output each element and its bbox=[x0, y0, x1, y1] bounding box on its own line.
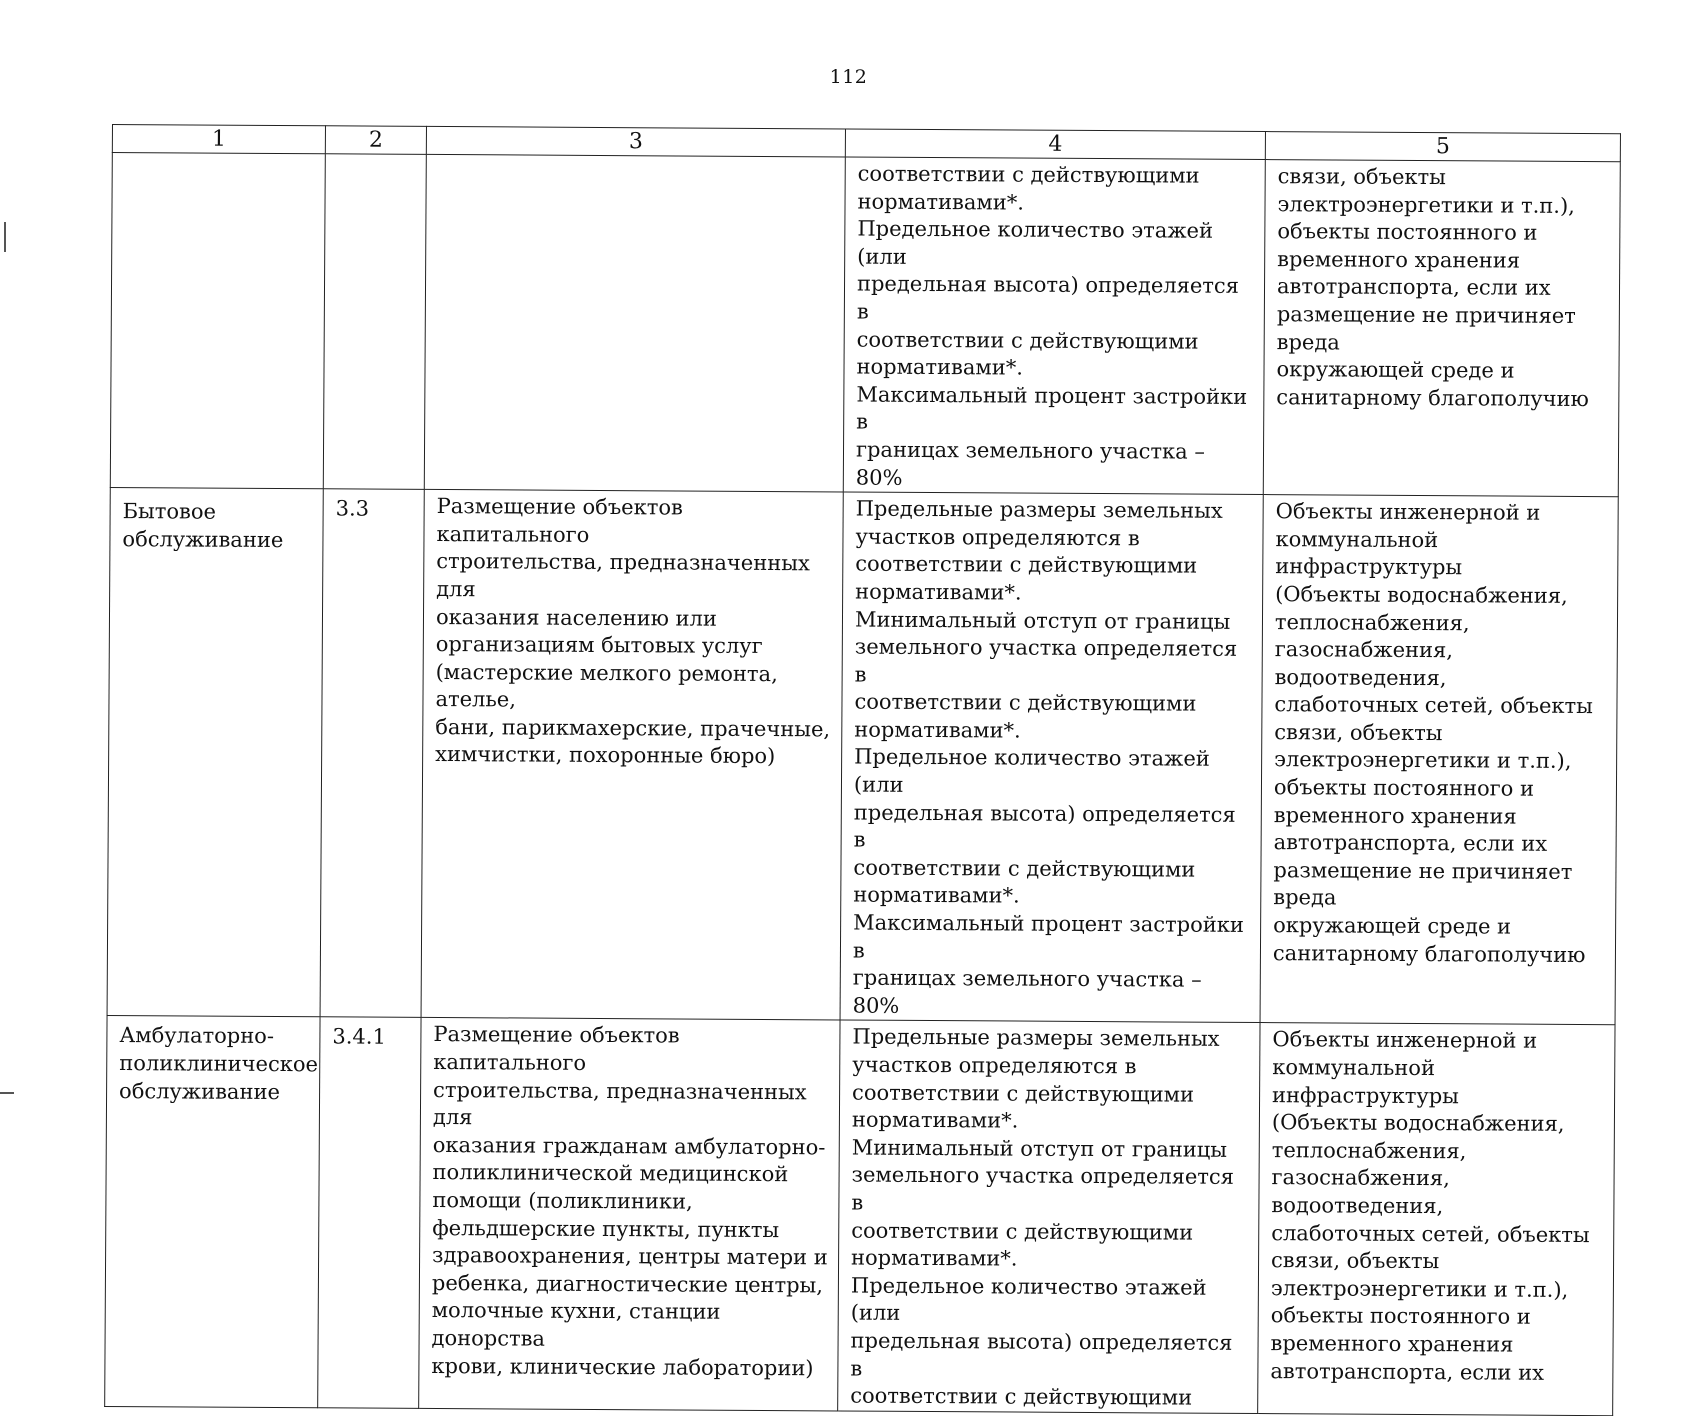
use-code-cell bbox=[323, 154, 426, 490]
use-description-cell bbox=[424, 154, 845, 492]
text-line: соответствии с действующими bbox=[855, 551, 1198, 578]
table-row bbox=[107, 488, 1618, 1025]
use-name-cell bbox=[107, 488, 323, 1018]
table-row bbox=[110, 153, 1620, 497]
text-line: временного хранения bbox=[1270, 1331, 1514, 1357]
text-line: обслуживание bbox=[119, 1078, 280, 1104]
text-line: газоснабжения, водоотведения, bbox=[1271, 1165, 1450, 1219]
text-line: (Объекты водоснабжения, bbox=[1271, 1110, 1565, 1137]
text-line: Предельное количество этажей (или bbox=[857, 216, 1214, 269]
use-description-cell bbox=[421, 490, 843, 1021]
text-line: санитарному благополучию bbox=[1272, 940, 1586, 967]
text-line: слаботочных сетей, объекты bbox=[1274, 692, 1593, 719]
column-header-3: 3 bbox=[426, 126, 845, 157]
text-line: организациям бытовых услуг bbox=[435, 632, 763, 659]
text-line: нормативами*. bbox=[851, 1107, 1019, 1133]
scan-margin-mark bbox=[4, 222, 6, 252]
text-line: нормативами*. bbox=[854, 717, 1021, 743]
text-line: Предельное количество этажей (или bbox=[850, 1273, 1207, 1326]
text-line: Предельные размеры земельных bbox=[852, 1024, 1220, 1052]
text-line: размещение не причиняет вреда bbox=[1273, 857, 1573, 910]
text-line: предельная высота) определяется в bbox=[853, 800, 1236, 852]
text-line: соответствии с действующими bbox=[854, 689, 1197, 716]
text-line: временного хранения bbox=[1277, 246, 1521, 273]
text-line: Размещение объектов капитального bbox=[436, 494, 683, 547]
text-line: земельного участка определяется в bbox=[854, 634, 1238, 687]
text-line: Размещение объектов капитального bbox=[433, 1022, 680, 1075]
text-line: Бытовое bbox=[122, 499, 217, 524]
text-line: автотранспорта, если их bbox=[1273, 830, 1548, 857]
text-line: (мастерские мелкого ремонта, ателье, bbox=[435, 659, 778, 712]
text-line: автотранспорта, если их bbox=[1276, 274, 1551, 301]
text-line: Предельные размеры земельных bbox=[855, 496, 1223, 523]
text-line: размещение не причиняет вреда bbox=[1276, 302, 1576, 355]
text-line: теплоснабжения, bbox=[1274, 609, 1470, 635]
use-description-cell bbox=[419, 1018, 840, 1411]
scan-margin-mark bbox=[0, 1092, 14, 1094]
text-line: (Объекты водоснабжения, bbox=[1275, 582, 1568, 608]
text-line: электроэнергетики и т.п.), bbox=[1277, 191, 1575, 218]
text-line: обслуживание bbox=[122, 526, 284, 552]
text-line: окружающей среде и bbox=[1276, 357, 1515, 383]
parameters-cell bbox=[843, 157, 1265, 495]
text-line: связи, объекты bbox=[1274, 719, 1443, 746]
text-line: связи, объекты bbox=[1271, 1248, 1440, 1274]
text-line: поликлиническое bbox=[119, 1051, 319, 1077]
text-line: нормативами*. bbox=[855, 579, 1022, 605]
text-line: коммунальной инфраструктуры bbox=[1272, 1055, 1459, 1108]
text-line: помощи (поликлиники, bbox=[432, 1187, 693, 1214]
auxiliary-uses-cell bbox=[1258, 1023, 1615, 1415]
text-line: нормативами*. bbox=[856, 354, 1024, 380]
text-line: санитарному благополучию bbox=[1276, 384, 1589, 411]
use-code-cell: 3.3 bbox=[320, 489, 424, 1018]
column-header-1: 1 bbox=[112, 125, 325, 154]
text-line: ребенка, диагностические центры, bbox=[431, 1270, 824, 1298]
text-line: электроэнергетики и т.п.), bbox=[1274, 747, 1572, 774]
text-line: соответствии с действующими bbox=[856, 327, 1199, 354]
text-line: коммунальной инфраструктуры bbox=[1275, 526, 1463, 580]
text-line: нормативами*. bbox=[857, 189, 1025, 215]
text-line: Максимальный процент застройки в bbox=[856, 382, 1248, 434]
land-use-table bbox=[104, 124, 1621, 1416]
text-line: земельного участка определяется в bbox=[851, 1162, 1235, 1215]
text-line: Минимальный отступ от границы bbox=[851, 1135, 1228, 1162]
column-header-5: 5 bbox=[1265, 132, 1620, 162]
text-line: соответствии с действующими bbox=[851, 1218, 1194, 1245]
table-row bbox=[105, 1016, 1615, 1416]
text-line: предельная высота) определяется в bbox=[850, 1328, 1233, 1381]
text-line: слаботочных сетей, объекты bbox=[1271, 1220, 1590, 1247]
text-line: объекты постоянного и bbox=[1277, 219, 1538, 245]
text-line: Объекты инженерной и bbox=[1275, 499, 1541, 525]
text-line: крови, клинические лаборатории) bbox=[431, 1353, 814, 1380]
text-line: молочные кухни, станции донорства bbox=[431, 1298, 721, 1351]
text-line: границах земельного участка – 80% bbox=[855, 437, 1205, 490]
text-line: поликлинической медицинской bbox=[432, 1160, 789, 1187]
auxiliary-uses-cell bbox=[1260, 495, 1618, 1025]
text-line: Объекты инженерной и bbox=[1272, 1027, 1538, 1054]
text-line: теплоснабжения, bbox=[1271, 1137, 1467, 1164]
text-line: Предельное количество этажей (или bbox=[853, 745, 1210, 797]
text-line: здравоохранения, центры матери и bbox=[432, 1243, 828, 1270]
parameters-cell bbox=[840, 492, 1263, 1023]
text-line: окружающей среде и bbox=[1273, 913, 1512, 939]
text-line: строительства, предназначенных для bbox=[436, 549, 810, 602]
text-line: оказания гражданам амбулаторно- bbox=[432, 1132, 826, 1160]
text-line: электроэнергетики и т.п.), bbox=[1270, 1275, 1569, 1302]
text-line: участков определяются в bbox=[855, 524, 1140, 551]
text-line: нормативами*. bbox=[851, 1245, 1018, 1271]
text-line: соответствии с действующими bbox=[857, 161, 1200, 188]
text-line: объекты постоянного и bbox=[1273, 775, 1535, 801]
auxiliary-uses-cell bbox=[1263, 160, 1620, 497]
text-line: участков определяются в bbox=[852, 1052, 1137, 1079]
text-line: газоснабжения, водоотведения, bbox=[1274, 637, 1454, 690]
use-code-cell: 3.4.1 bbox=[318, 1017, 421, 1408]
use-name-cell bbox=[110, 153, 325, 489]
text-line: соответствии с действующими bbox=[852, 1080, 1195, 1107]
use-name-cell bbox=[105, 1016, 320, 1408]
text-line: связи, объекты bbox=[1277, 164, 1446, 190]
text-line: Амбулаторно- bbox=[119, 1023, 275, 1049]
column-header-4: 4 bbox=[845, 129, 1265, 160]
text-line: объекты постоянного и bbox=[1270, 1303, 1531, 1330]
text-line: автотранспорта, если их bbox=[1270, 1358, 1545, 1385]
text-line: соответствии с действующими bbox=[850, 1383, 1193, 1410]
page-number: 112 bbox=[829, 66, 868, 88]
text-line: нормативами*. bbox=[853, 882, 1020, 908]
text-line: химчистки, похоронные бюро) bbox=[435, 742, 776, 769]
text-line: оказания населению или bbox=[435, 604, 718, 631]
text-line: соответствии с действующими bbox=[853, 855, 1196, 882]
text-line: границах земельного участка – 80% bbox=[852, 965, 1202, 1018]
text-line: временного хранения bbox=[1273, 802, 1517, 829]
column-header-2: 2 bbox=[325, 126, 426, 155]
text-line: Максимальный процент застройки в bbox=[852, 910, 1244, 963]
parameters-cell bbox=[838, 1020, 1260, 1413]
text-line: фельдшерские пункты, пункты bbox=[432, 1215, 780, 1242]
text-line: строительства, предназначенных для bbox=[432, 1077, 807, 1130]
text-line: бани, парикмахерские, прачечные, bbox=[435, 714, 831, 742]
text-line: Минимальный отступ от границы bbox=[854, 607, 1231, 634]
text-line: предельная высота) определяется в bbox=[856, 271, 1240, 324]
